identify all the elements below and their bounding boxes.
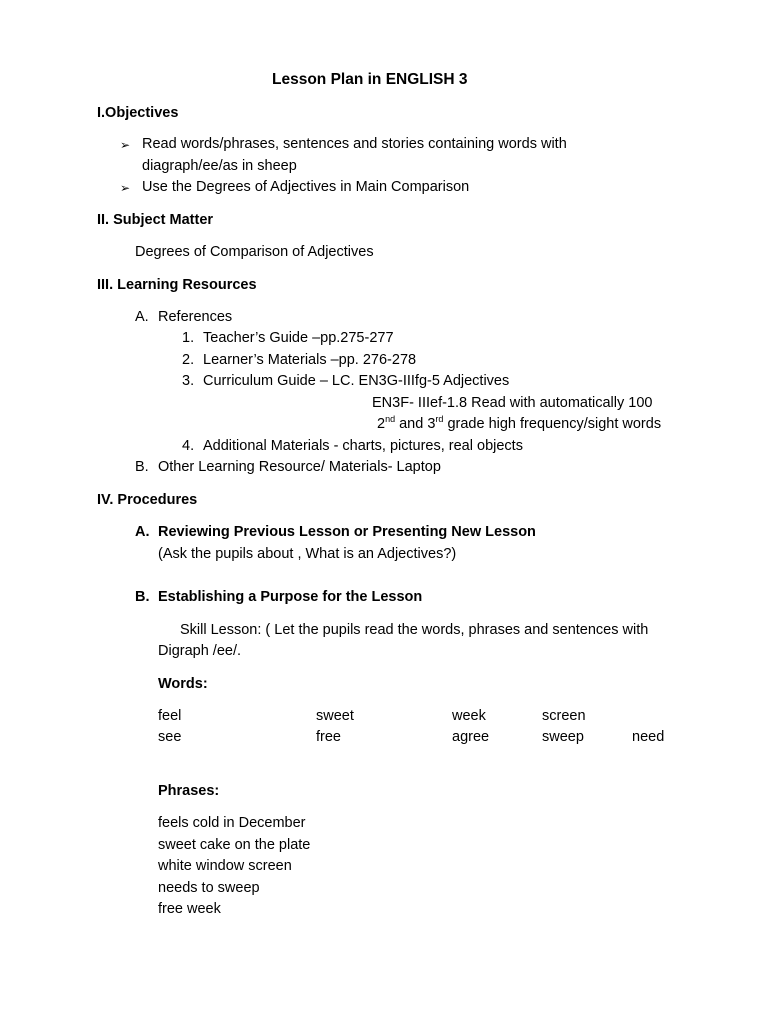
procedure-b-marker: B.	[135, 589, 150, 605]
procedure-a-heading: Reviewing Previous Lesson or Presenting New Lesson	[158, 524, 536, 540]
word-cell: see	[158, 729, 182, 745]
objective-2: Use the Degrees of Adjectives in Main Comparison	[142, 179, 470, 195]
phrase-item: white window screen	[158, 858, 292, 874]
subject-matter-text: Degrees of Comparison of Adjectives	[135, 244, 374, 260]
word-cell: sweet	[316, 708, 354, 724]
phrase-item: free week	[158, 901, 221, 917]
phrases-heading: Phrases:	[158, 783, 220, 799]
word-cell: week	[452, 708, 486, 724]
ref-4-num: 4.	[182, 438, 195, 454]
word-cell: agree	[452, 729, 490, 745]
objective-1-line-1: Read words/phrases, sentences and stories containing words with	[142, 136, 567, 152]
subject-matter-heading: II. Subject Matter	[97, 212, 214, 228]
ref-3-num: 3.	[182, 373, 195, 389]
curriculum-guide-line-3: 2nd and 3rd grade high frequency/sight words	[377, 414, 662, 432]
ref-2-num: 2.	[182, 352, 195, 368]
word-cell: free	[316, 729, 341, 745]
ref-4-text: Additional Materials - charts, pictures, real objects	[203, 438, 523, 454]
procedure-a-text: (Ask the pupils about , What is an Adjectives?)	[158, 546, 457, 562]
word-cell: feel	[158, 708, 182, 724]
bullet-arrow-icon: ➢	[120, 181, 131, 195]
resource-a-marker: A.	[135, 309, 149, 325]
objective-1-line-2: diagraph/ee/as in sheep	[142, 158, 297, 174]
phrase-item: feels cold in December	[158, 815, 306, 831]
word-cell: need	[632, 729, 665, 745]
objectives-heading: I.Objectives	[97, 105, 179, 121]
ref-1-num: 1.	[182, 330, 195, 346]
ref-1-text: Teacher’s Guide –pp.275-277	[203, 330, 394, 346]
phrase-item: sweet cake on the plate	[158, 837, 311, 853]
procedure-a-marker: A.	[135, 524, 150, 540]
resource-b-marker: B.	[135, 459, 149, 475]
phrase-item: needs to sweep	[158, 880, 260, 896]
procedure-b-heading: Establishing a Purpose for the Lesson	[158, 589, 423, 605]
words-heading: Words:	[158, 676, 208, 692]
learning-resources-heading: III. Learning Resources	[97, 277, 257, 293]
curriculum-guide-line-2: EN3F- IIIef-1.8 Read with automatically 100	[372, 395, 653, 411]
resource-a-label: References	[158, 309, 233, 325]
word-cell: sweep	[542, 729, 584, 745]
page-title: Lesson Plan in ENGLISH 3	[272, 71, 468, 88]
procedures-heading: IV. Procedures	[97, 492, 198, 508]
ref-2-text: Learner’s Materials –pp. 276-278	[203, 352, 417, 368]
resource-b-text: Other Learning Resource/ Materials- Laptop	[158, 459, 441, 475]
skill-lesson-line-1: Skill Lesson: ( Let the pupils read the words, phrases and sentences with	[180, 622, 649, 638]
ref-3-text: Curriculum Guide – LC. EN3G-IIIfg-5 Adjectives	[203, 373, 510, 389]
skill-lesson-line-2: Digraph /ee/.	[158, 643, 242, 659]
word-cell: screen	[542, 708, 586, 724]
bullet-arrow-icon: ➢	[120, 138, 131, 152]
